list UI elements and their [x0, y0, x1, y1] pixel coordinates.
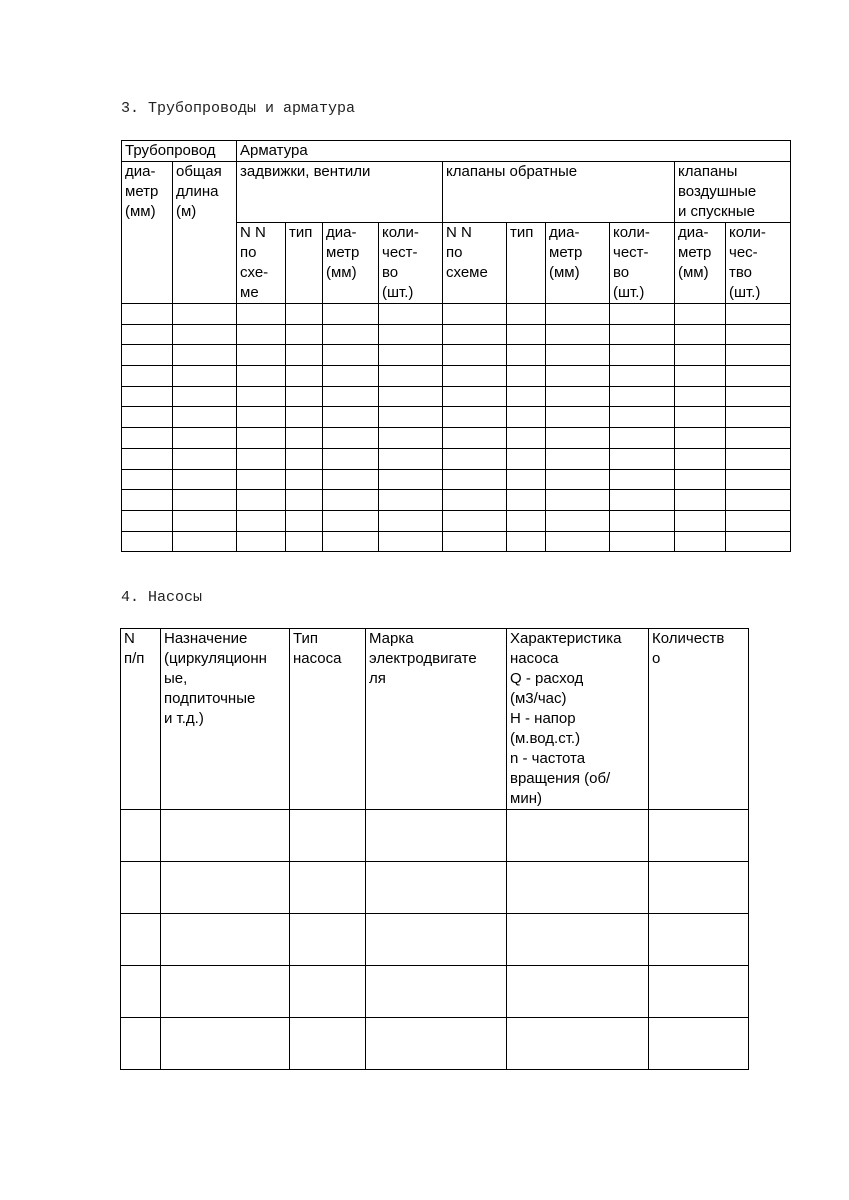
empty-cell[interactable]: [161, 914, 290, 966]
empty-cell[interactable]: [121, 1018, 161, 1070]
header-fittings: Арматура: [237, 141, 791, 162]
empty-cell[interactable]: [675, 490, 726, 511]
header-check-diameter: диа- метр (мм): [546, 223, 610, 304]
empty-cell[interactable]: [122, 407, 173, 428]
empty-cell[interactable]: [286, 407, 323, 428]
empty-cell[interactable]: [290, 966, 366, 1018]
empty-cell[interactable]: [507, 810, 649, 862]
table-row: [122, 324, 791, 345]
header-number: N п/п: [121, 629, 161, 810]
empty-cell[interactable]: [286, 366, 323, 387]
empty-cell[interactable]: [675, 407, 726, 428]
empty-cell[interactable]: [121, 914, 161, 966]
empty-cell[interactable]: [507, 966, 649, 1018]
header-air-quantity: коли- чес- тво (шт.): [726, 223, 791, 304]
empty-cell[interactable]: [323, 428, 379, 449]
empty-cell[interactable]: [173, 324, 237, 345]
empty-cell[interactable]: [675, 366, 726, 387]
empty-cell[interactable]: [173, 407, 237, 428]
empty-cell[interactable]: [323, 345, 379, 366]
empty-cell[interactable]: [546, 366, 610, 387]
empty-cell[interactable]: [173, 531, 237, 552]
empty-cell[interactable]: [726, 407, 791, 428]
empty-cell[interactable]: [610, 448, 675, 469]
empty-cell[interactable]: [443, 366, 507, 387]
empty-cell[interactable]: [290, 914, 366, 966]
empty-cell[interactable]: [610, 531, 675, 552]
empty-cell[interactable]: [610, 304, 675, 325]
empty-cell[interactable]: [379, 428, 443, 449]
empty-cell[interactable]: [286, 469, 323, 490]
section-4-title: 4. Насосы: [121, 589, 203, 606]
empty-cell[interactable]: [286, 345, 323, 366]
empty-cell[interactable]: [546, 324, 610, 345]
empty-cell[interactable]: [443, 386, 507, 407]
empty-cell[interactable]: [237, 324, 286, 345]
empty-cell[interactable]: [726, 469, 791, 490]
empty-cell[interactable]: [122, 510, 173, 531]
empty-cell[interactable]: [173, 490, 237, 511]
header-valve-quantity: коли- чест- во (шт.): [379, 223, 443, 304]
header-check-quantity: коли- чест- во (шт.): [610, 223, 675, 304]
empty-cell[interactable]: [379, 448, 443, 469]
empty-cell[interactable]: [610, 386, 675, 407]
empty-cell[interactable]: [443, 469, 507, 490]
empty-cell[interactable]: [649, 862, 749, 914]
empty-cell[interactable]: [610, 469, 675, 490]
empty-cell[interactable]: [507, 510, 546, 531]
empty-cell[interactable]: [173, 386, 237, 407]
empty-cell[interactable]: [173, 366, 237, 387]
empty-cell[interactable]: [323, 304, 379, 325]
empty-cell[interactable]: [286, 386, 323, 407]
empty-cell[interactable]: [290, 810, 366, 862]
empty-cell[interactable]: [726, 428, 791, 449]
empty-cell[interactable]: [649, 966, 749, 1018]
empty-cell[interactable]: [286, 510, 323, 531]
empty-cell[interactable]: [379, 407, 443, 428]
empty-cell[interactable]: [443, 510, 507, 531]
empty-cell[interactable]: [286, 324, 323, 345]
empty-cell[interactable]: [286, 490, 323, 511]
empty-cell[interactable]: [379, 304, 443, 325]
empty-cell[interactable]: [237, 345, 286, 366]
header-check-type: тип: [507, 223, 546, 304]
empty-cell[interactable]: [507, 531, 546, 552]
empty-cell[interactable]: [507, 366, 546, 387]
empty-cell[interactable]: [507, 324, 546, 345]
empty-cell[interactable]: [726, 366, 791, 387]
empty-cell[interactable]: [323, 469, 379, 490]
empty-cell[interactable]: [649, 1018, 749, 1070]
empty-cell[interactable]: [161, 810, 290, 862]
empty-cell[interactable]: [122, 469, 173, 490]
empty-cell[interactable]: [290, 862, 366, 914]
header-pump-type: Тип насоса: [290, 629, 366, 810]
table-row: [122, 448, 791, 469]
table-row: [122, 345, 791, 366]
empty-cell[interactable]: [507, 386, 546, 407]
empty-cell[interactable]: [323, 490, 379, 511]
empty-cell[interactable]: [675, 428, 726, 449]
header-pump-characteristics: Характеристика насоса Q - расход (м3/час) H - напор (м.вод.ст.) n - частота вращения (об/ мин): [507, 629, 649, 810]
header-pipe-diameter: диа- метр (мм): [122, 162, 173, 304]
empty-cell[interactable]: [546, 531, 610, 552]
empty-cell[interactable]: [507, 914, 649, 966]
empty-cell[interactable]: [443, 324, 507, 345]
table-row: [122, 531, 791, 552]
empty-cell[interactable]: [610, 510, 675, 531]
empty-cell[interactable]: [675, 448, 726, 469]
header-pipeline: Трубопровод: [122, 141, 237, 162]
table-row: [121, 914, 749, 966]
empty-cell[interactable]: [443, 428, 507, 449]
empty-cell[interactable]: [237, 304, 286, 325]
empty-cell[interactable]: [443, 531, 507, 552]
empty-cell[interactable]: [546, 386, 610, 407]
empty-cell[interactable]: [173, 428, 237, 449]
empty-cell[interactable]: [161, 1018, 290, 1070]
empty-cell[interactable]: [675, 386, 726, 407]
empty-cell[interactable]: [237, 428, 286, 449]
empty-cell[interactable]: [122, 448, 173, 469]
empty-cell[interactable]: [237, 510, 286, 531]
table-row: [122, 490, 791, 511]
empty-cell[interactable]: [237, 531, 286, 552]
empty-cell[interactable]: [610, 324, 675, 345]
header-quantity: Количеств о: [649, 629, 749, 810]
empty-cell[interactable]: [507, 407, 546, 428]
empty-cell[interactable]: [173, 345, 237, 366]
empty-cell[interactable]: [610, 407, 675, 428]
empty-cell[interactable]: [675, 510, 726, 531]
empty-cell[interactable]: [379, 510, 443, 531]
empty-cell[interactable]: [122, 428, 173, 449]
empty-cell[interactable]: [122, 386, 173, 407]
empty-cell[interactable]: [121, 966, 161, 1018]
header-pipe-length: общая длина (м): [173, 162, 237, 304]
empty-cell[interactable]: [507, 428, 546, 449]
empty-cell[interactable]: [546, 428, 610, 449]
header-motor-brand: Марка электродвигате ля: [366, 629, 507, 810]
empty-cell[interactable]: [507, 304, 546, 325]
empty-cell[interactable]: [675, 304, 726, 325]
empty-cell[interactable]: [379, 386, 443, 407]
header-check-number: N N по схеме: [443, 223, 507, 304]
table-row: [122, 366, 791, 387]
empty-cell[interactable]: [122, 345, 173, 366]
empty-cell[interactable]: [366, 1018, 507, 1070]
empty-cell[interactable]: [379, 531, 443, 552]
empty-cell[interactable]: [379, 490, 443, 511]
table-row: [121, 810, 749, 862]
empty-cell[interactable]: [443, 304, 507, 325]
empty-cell[interactable]: [323, 448, 379, 469]
empty-cell[interactable]: [649, 914, 749, 966]
header-valve-type: тип: [286, 223, 323, 304]
empty-cell[interactable]: [546, 345, 610, 366]
empty-cell[interactable]: [726, 386, 791, 407]
empty-cell[interactable]: [122, 366, 173, 387]
table-row: [121, 862, 749, 914]
empty-cell[interactable]: [675, 345, 726, 366]
empty-cell[interactable]: [173, 469, 237, 490]
empty-cell[interactable]: [726, 304, 791, 325]
empty-cell[interactable]: [173, 510, 237, 531]
empty-cell[interactable]: [507, 345, 546, 366]
empty-cell[interactable]: [286, 304, 323, 325]
empty-cell[interactable]: [726, 490, 791, 511]
empty-cell[interactable]: [122, 490, 173, 511]
header-valve-number: N N по схе- ме: [237, 223, 286, 304]
empty-cell[interactable]: [726, 510, 791, 531]
empty-cell[interactable]: [121, 810, 161, 862]
empty-cell[interactable]: [443, 448, 507, 469]
empty-cell[interactable]: [610, 366, 675, 387]
header-purpose: Назначение (циркуляционн ые, подпиточные и т.д.): [161, 629, 290, 810]
empty-cell[interactable]: [610, 490, 675, 511]
pipelines-fittings-table: [121, 140, 791, 552]
empty-cell[interactable]: [122, 531, 173, 552]
table-row: [122, 469, 791, 490]
empty-cell[interactable]: [546, 490, 610, 511]
empty-cell[interactable]: [286, 428, 323, 449]
empty-cell[interactable]: [379, 345, 443, 366]
empty-cell[interactable]: [546, 510, 610, 531]
empty-cell[interactable]: [726, 345, 791, 366]
empty-cell[interactable]: [121, 862, 161, 914]
empty-cell[interactable]: [237, 490, 286, 511]
empty-cell[interactable]: [546, 469, 610, 490]
empty-cell[interactable]: [366, 914, 507, 966]
empty-cell[interactable]: [379, 324, 443, 345]
table-row: [122, 428, 791, 449]
empty-cell[interactable]: [610, 428, 675, 449]
table-row: [121, 966, 749, 1018]
empty-cell[interactable]: [443, 490, 507, 511]
empty-cell[interactable]: [122, 304, 173, 325]
header-air-valves: клапаны воздушные и спускные: [675, 162, 791, 223]
empty-cell[interactable]: [286, 531, 323, 552]
empty-cell[interactable]: [323, 366, 379, 387]
table-row: [122, 386, 791, 407]
empty-cell[interactable]: [173, 304, 237, 325]
empty-cell[interactable]: [675, 469, 726, 490]
empty-cell[interactable]: [286, 448, 323, 469]
empty-cell[interactable]: [161, 862, 290, 914]
table-row: [122, 510, 791, 531]
empty-cell[interactable]: [237, 407, 286, 428]
empty-cell[interactable]: [649, 810, 749, 862]
table-row: [122, 304, 791, 325]
empty-cell[interactable]: [122, 324, 173, 345]
empty-cell[interactable]: [546, 304, 610, 325]
empty-cell[interactable]: [507, 469, 546, 490]
empty-cell[interactable]: [726, 531, 791, 552]
empty-cell[interactable]: [610, 345, 675, 366]
empty-cell[interactable]: [443, 345, 507, 366]
section-3-title: 3. Трубопроводы и арматура: [121, 100, 356, 117]
empty-cell[interactable]: [507, 448, 546, 469]
empty-cell[interactable]: [237, 469, 286, 490]
empty-cell[interactable]: [237, 386, 286, 407]
empty-cell[interactable]: [507, 862, 649, 914]
empty-cell[interactable]: [366, 810, 507, 862]
empty-cell[interactable]: [237, 448, 286, 469]
header-valve-diameter: диа- метр (мм): [323, 223, 379, 304]
empty-cell[interactable]: [726, 448, 791, 469]
empty-cell[interactable]: [323, 407, 379, 428]
empty-cell[interactable]: [323, 510, 379, 531]
empty-cell[interactable]: [675, 324, 726, 345]
pumps-table: [120, 628, 749, 1070]
empty-cell[interactable]: [726, 324, 791, 345]
empty-cell[interactable]: [675, 531, 726, 552]
empty-cell[interactable]: [546, 407, 610, 428]
header-check-valves: клапаны обратные: [443, 162, 675, 223]
empty-cell[interactable]: [379, 469, 443, 490]
empty-cell[interactable]: [366, 966, 507, 1018]
empty-cell[interactable]: [323, 324, 379, 345]
empty-cell[interactable]: [237, 366, 286, 387]
empty-cell[interactable]: [507, 1018, 649, 1070]
empty-cell[interactable]: [323, 386, 379, 407]
empty-cell[interactable]: [173, 448, 237, 469]
table-row: [121, 1018, 749, 1070]
empty-cell[interactable]: [290, 1018, 366, 1070]
empty-cell[interactable]: [161, 966, 290, 1018]
empty-cell[interactable]: [546, 448, 610, 469]
empty-cell[interactable]: [323, 531, 379, 552]
empty-cell[interactable]: [366, 862, 507, 914]
empty-cell[interactable]: [443, 407, 507, 428]
header-valves: задвижки, вентили: [237, 162, 443, 223]
header-air-diameter: диа- метр (мм): [675, 223, 726, 304]
table-row: [122, 407, 791, 428]
empty-cell[interactable]: [507, 490, 546, 511]
empty-cell[interactable]: [379, 366, 443, 387]
